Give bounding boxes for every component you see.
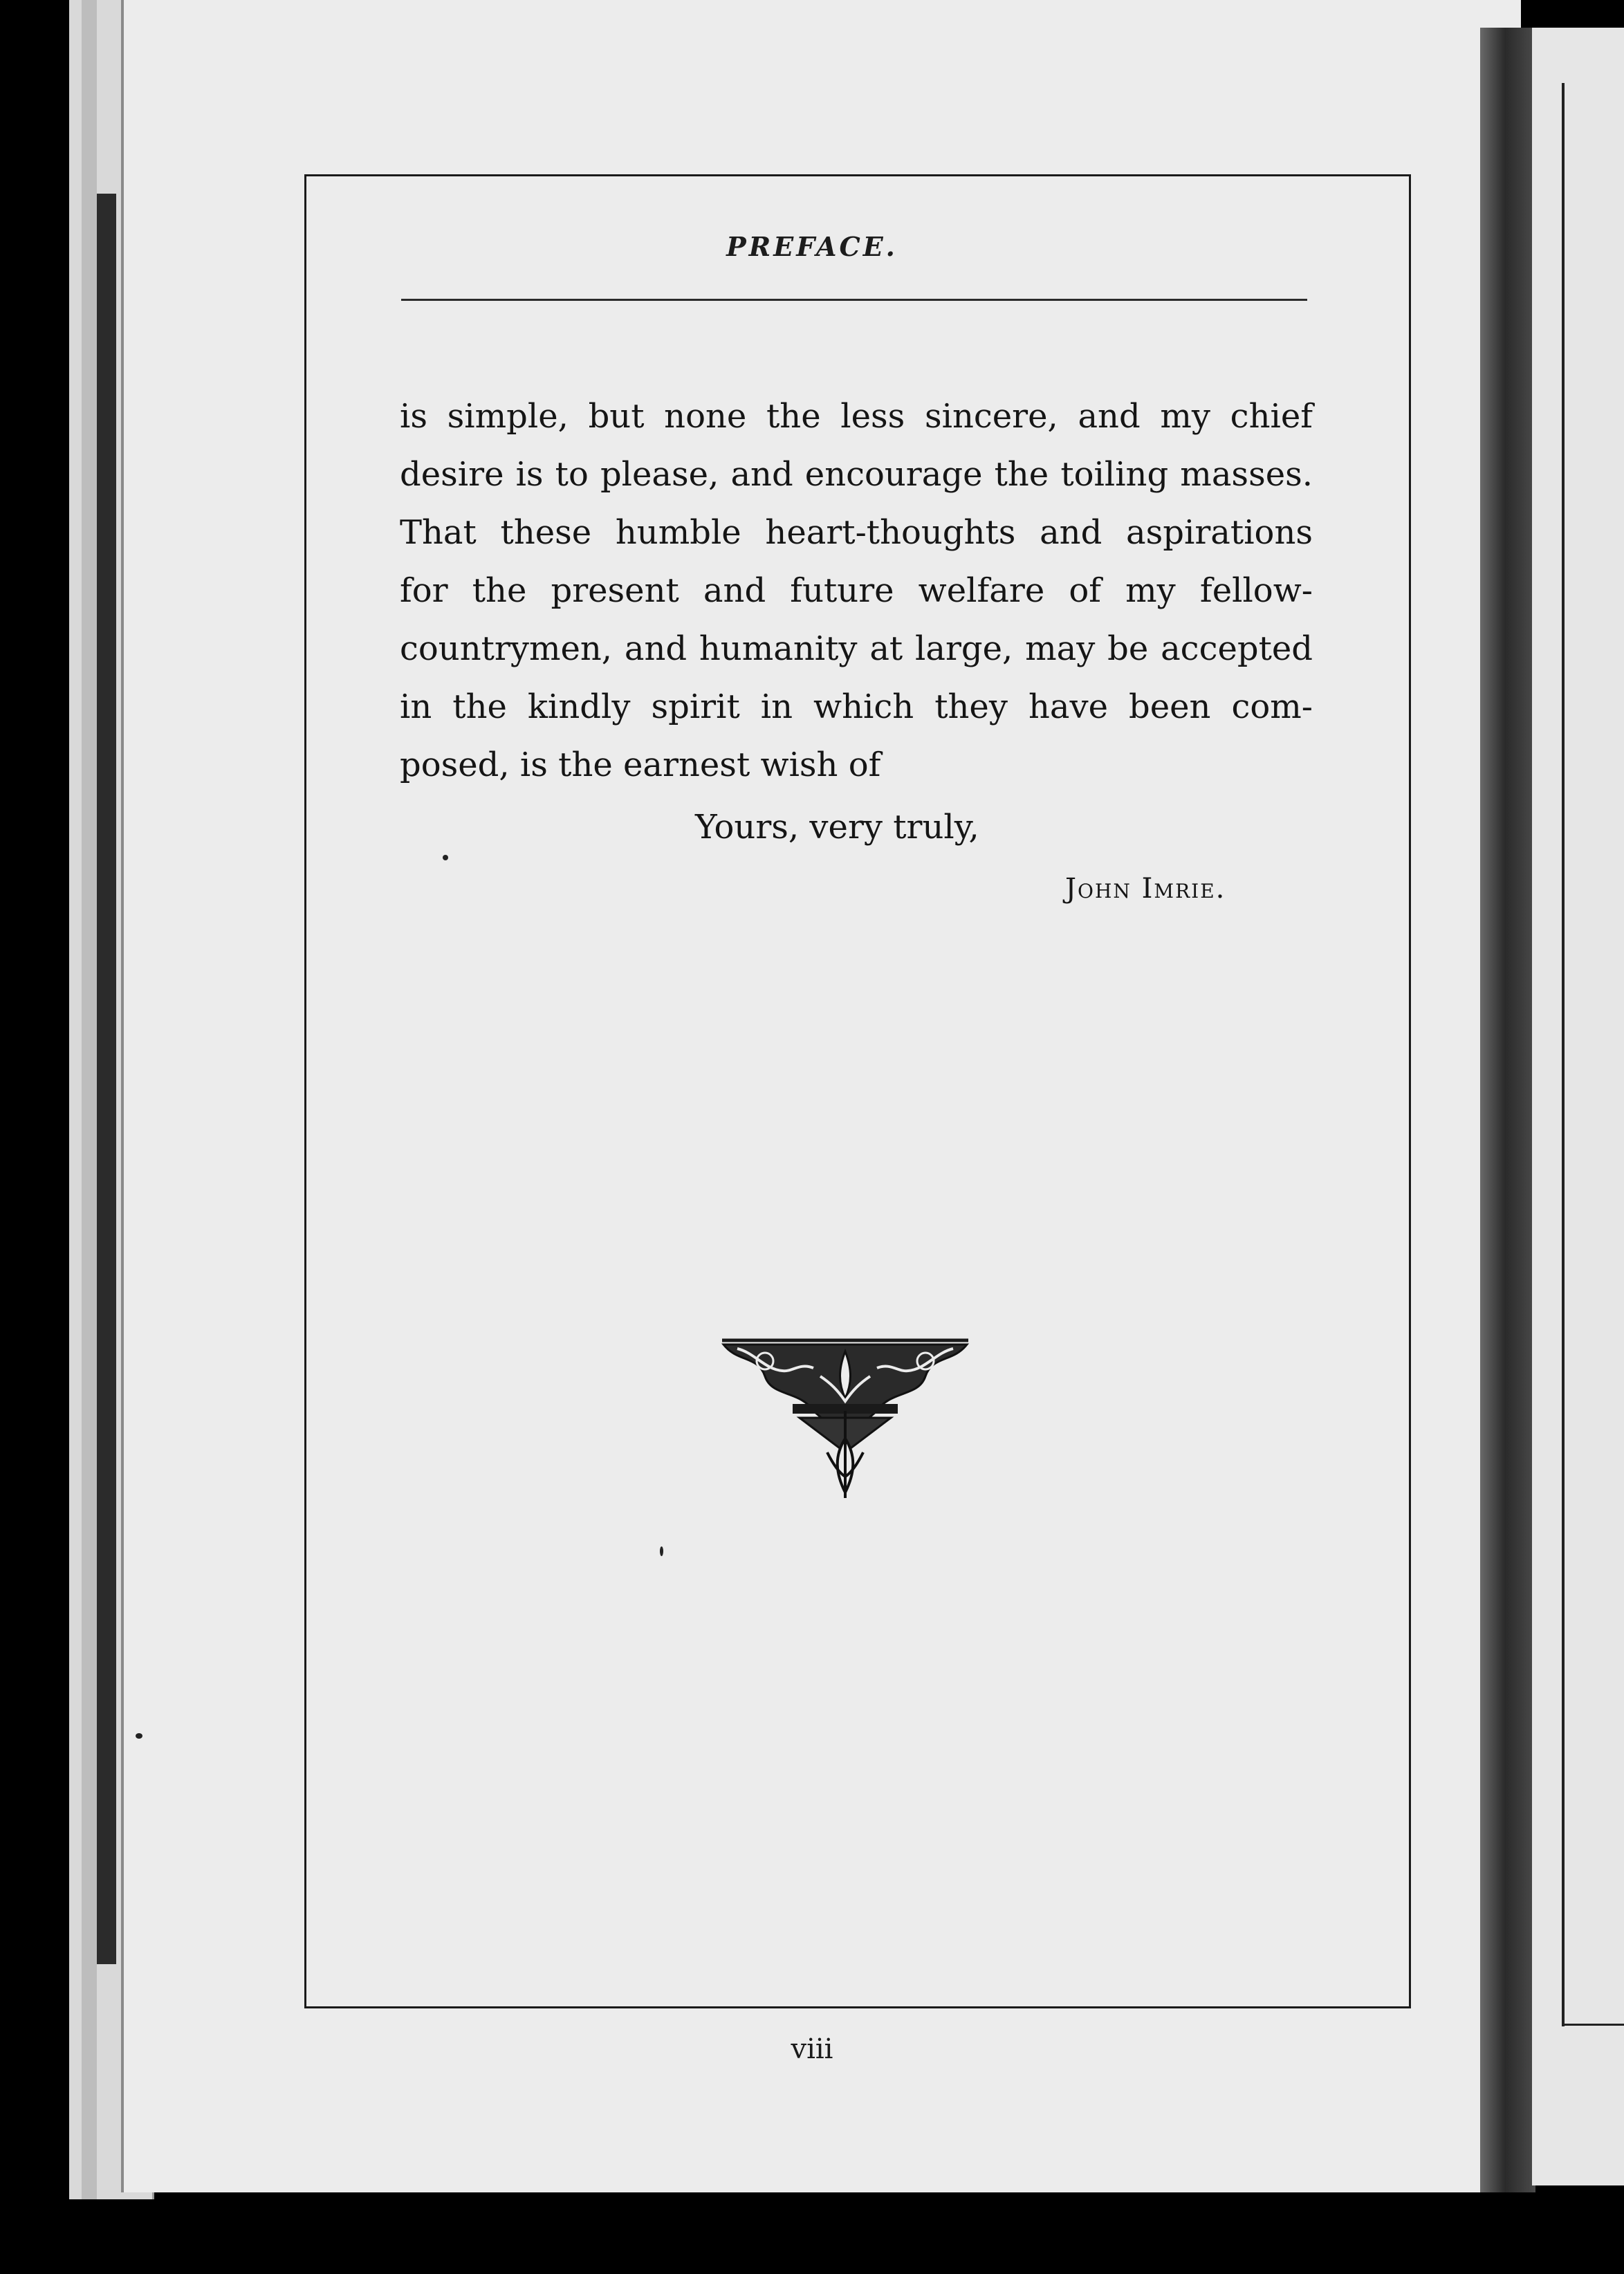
- body-line: in the kindly spirit in which they have been com-: [400, 687, 1313, 726]
- author-signature: John Imrie.: [1065, 873, 1226, 905]
- fleuron-ornament-icon: [717, 1335, 974, 1501]
- preface-body: [400, 387, 1313, 794]
- print-speck: [136, 1733, 142, 1739]
- body-line: That these humble heart-thoughts and aspirations: [400, 513, 1313, 552]
- body-line: posed, is the earnest wish of: [400, 746, 881, 784]
- body-line: countrymen, and humanity at large, may be accepted: [400, 629, 1313, 668]
- facing-page-frame-rule: [1562, 83, 1565, 2026]
- body-line: is simple, but none the less sincere, and my chief: [400, 397, 1313, 436]
- facing-page-frame-bottom: [1562, 2024, 1624, 2026]
- facing-page: [1532, 28, 1624, 2185]
- gutter-shadow: [1480, 28, 1535, 2192]
- body-line: desire is to please, and encourage the toiling masses.: [400, 455, 1313, 494]
- body-line: for the present and future welfare of my fellow-: [400, 571, 1313, 610]
- page-number: viii: [791, 2033, 833, 2065]
- binding-shadow: [97, 194, 116, 1964]
- running-head: PREFACE.: [726, 231, 898, 262]
- head-rule: [401, 299, 1307, 301]
- print-speck: [443, 855, 448, 860]
- print-speck: [660, 1546, 663, 1556]
- closing-salutation: Yours, very truly,: [695, 808, 979, 847]
- page-stack-edge: [82, 0, 97, 2199]
